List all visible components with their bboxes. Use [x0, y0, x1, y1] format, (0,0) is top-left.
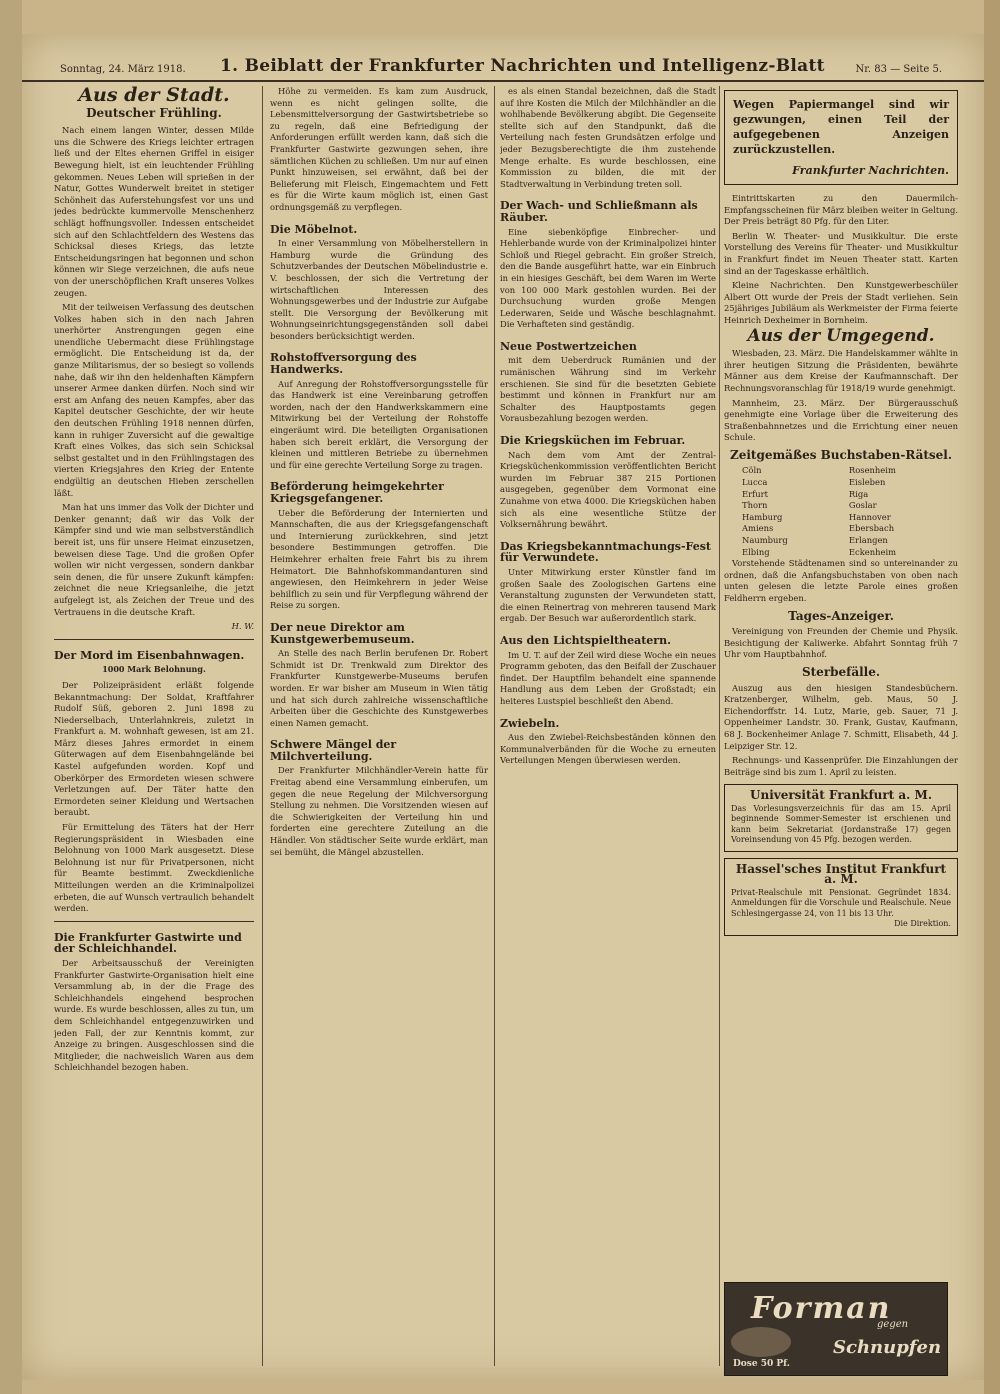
- list-item: Elbing: [742, 546, 770, 557]
- column-2: [270, 86, 488, 1376]
- article-paragraph: Ueber die Beförderung der Internierten und Mannschaften, die aus der Kriegsgefangenschaft und Internierung zurückkehren, sind jetzt besondere Bestimmungen getroffen. Die Heimkehrer erhalten freie Fahrt bis zu ihrem Heimatort. Die Bahnhofskommandanturen sind angewiesen, den Heimkehrern in jeder Weise behilflich zu sein und für Verpflegung während der Reise zu sorgen.: [270, 507, 488, 611]
- article-title: Schwere Mängel der Milchverteilung.: [270, 738, 397, 763]
- article-paragraph: Man hat uns immer das Volk der Dichter und Denker genannt; daß wir das Volk der Kämpfer sind und wie man selbstverständlich bereit ist, uns für unsere Heimat einzusetzen, beweisen diese Tage. Und die großen Opfer wollen wir nicht vergessen, sondern dankbar sein denen, die für unsere Zukunft kämpfen: zeichnet die neue Kriegsanleihe, die jetzt aufgelegt ist, als Zeichen der Treue und des Vertrauens in die deutsche Kraft.: [54, 502, 254, 617]
- article-paragraph: Für Ermittelung des Täters hat der Herr Regierungspräsident in Wiesbaden eine Belohnung von 1000 Mark ausgesetzt. Diese Belohnung ist nur für Privatpersonen, nicht für Beamte bestimmt. Zweckdienliche Mitteilungen werden an die Kriminalpolizei erbeten, die auf Wunsch vertraulich behandelt werden.: [54, 822, 254, 914]
- list-item: Lucca: [742, 477, 768, 488]
- list-item: Hannover: [848, 511, 891, 522]
- list-item: Naumburg: [742, 535, 788, 546]
- sterbefaelle-heading: Sterbefälle.: [801, 664, 881, 679]
- section-heading: Aus der Stadt.: [78, 86, 230, 106]
- article-paragraph: Nach einem langen Winter, dessen Milde uns die Schwere des Kriegs leichter ertragen ließ und der Eltes ehernen Griffel in eisiger Bewegung hielt, ist ein leuchtender Frühling gekommen. Neues Leben will sprießen in der Natur, Gottes Wunderwelt breitet in stetiger Schönheit das Auferstehungsfest vor uns und jedes bedrückte kummervolle Menschenherz schlägt hoffnungsvoller. Indessen entscheidet sich auf den Schlachtfeldern des Westens das Schicksal dieses Kriegs, das letzte Entscheidungsringen hat begonnen und schon können wir Siege verzeichnen, die aufs neue von der unerschöpflichen Kraft unseres Volkes zeugen.: [54, 125, 254, 298]
- column-rule: [262, 86, 263, 1366]
- list-item: Erlangen: [848, 535, 888, 546]
- masthead: [22, 34, 984, 82]
- institute-ad: [724, 858, 958, 936]
- article-paragraph: Rechnungs- und Kassenprüfer. Die Einzahlungen der Beiträge sind bis zum 1. April zu leisten.: [724, 755, 958, 777]
- forman-ad: [724, 1282, 948, 1376]
- article-paragraph: Vereinigung von Freunden der Chemie und Physik. Besichtigung der Kaliwerke. Abfahrt Sonntag früh 7 Uhr vom Hauptbahnhof.: [724, 626, 958, 660]
- article-paragraph: Der Arbeitsausschuß der Vereinigten Frankfurter Gastwirte-Organisation hielt eine Versammlung ab, in der die Frage des Schleichhandels eingehend besprochen wurde. Es wurde beschlossen, alles zu tun, um dem Schleichhandel entgegenzuwirken und jeden Fall, der zur Kenntnis kommt, zur Anzeige zu bringen. Ausgeschlossen sind die Mitglieder, die nachweislich Waren aus dem Schleichhandel bezogen haben.: [54, 957, 254, 1073]
- list-item: Goslar: [848, 500, 877, 511]
- divider: [54, 921, 254, 922]
- article-paragraph: Auszug aus den hiesigen Standesbüchern. Kratzenberger, Wilhelm, geb. Maus, 50 J. Eichendorffstr. 14. Lutz, Marie, geb. Sauer, 71 J. Oppenheimer Landstr. 30. Frank, Gustav, Kaufmann, 68 J. Bockenheimer Anlage 7. Schmitt, Elisabeth, 44 J. Leipziger Str. 12.: [724, 682, 958, 751]
- article-title: Zwiebeln.: [500, 716, 560, 730]
- column-rule: [719, 86, 720, 1366]
- article-signature: H. W.: [231, 621, 254, 632]
- article-title: Deutscher Frühling.: [86, 105, 222, 120]
- article-title: Das Kriegsbekanntmachungs-Fest für Verwundete.: [500, 539, 712, 565]
- notice-signature: Frankfurter Nachrichten.: [792, 164, 949, 177]
- puzzle-list-b: [849, 465, 940, 558]
- article-title: Die Frankfurter Gastwirte und der Schleichhandel.: [54, 930, 242, 956]
- article-paragraph: Wiesbaden, 23. März. Die Handelskammer wählte in ihrer heutigen Sitzung die Präsidenten, bewährte Männer aus dem Kreise der Kaufmannschaft. Der Rechnungsvoranschlag für 1918/19 wurde genehmigt.: [724, 348, 958, 393]
- article-subtitle: 1000 Mark Belohnung.: [102, 664, 206, 675]
- article-paragraph: Eine siebenköpfige Einbrecher- und Hehlerbande wurde von der Kriminalpolizei hinter Schloß und Riegel gebracht. Ein großer Streich, den die Bande ausgeführt hatte, war ein Einbruch in ein hiesiges Geschäft, bei dem Waren im Werte von 100 000 Mark gestohlen wurden. Bei der Durchsuchung wurden große Mengen Lederwaren, Seide und Wäsche beschlagnahmt. Die Verhafteten sind geständig.: [500, 226, 716, 330]
- column-4: [724, 86, 958, 1276]
- article-paragraph: Eintrittskarten zu den Dauermilch-Empfangsscheinen für März bleiben weiter in Geltung. Der Preis beträgt 80 Pfg. für den Liter.: [724, 193, 958, 227]
- forman-gegen: gegen: [877, 1319, 909, 1330]
- article-paragraph: Auf Anregung der Rohstoffversorgungsstelle für das Handwerk ist eine Vereinbarung getroffen worden, nach der den Handwerkskammern eine Mitwirkung bei der Verteilung der Rohstoffe eingeräumt wird. Die beteiligten Organisationen haben sich bereit erklärt, die Versorgung der kleinen und mittleren Betriebe zu übernehmen und für eine gerechte Verteilung Sorge zu tragen.: [270, 378, 488, 470]
- forman-schnupfen: Schnupfen: [833, 1337, 942, 1358]
- list-item: Hamburg: [742, 511, 783, 522]
- article-paragraph: An Stelle des nach Berlin berufenen Dr. Robert Schmidt ist Dr. Trenkwald zum Direktor des Frankfurter Kunstgewerbe-Museums berufen worden. Er war bisher am Museum in Wien tätig und hat sich durch zahlreiche wissenschaftliche Arbeiten über die Geschichte des Kunstgewerbes einen Namen gemacht.: [270, 648, 488, 728]
- masthead-title: 1. Beiblatt der Frankfurter Nachrichten und Intelligenz-Blatt: [220, 56, 825, 76]
- article-paragraph: es als einen Standal bezeichnen, daß die Stadt auf ihre Kosten die Milch der Milchhändler an die wohlhabende Bevölkerung abgibt. Die Gegenseite stellte sich auf den Standpunkt, daß die Verteilung nach festen Grundsätzen erfolge und jeder Bezugsberechtigte die ihm zustehende Menge erhalte. Es wurde beschlossen, eine Kommission zu bilden, die mit der Stadtverwaltung in Verbindung treten soll.: [500, 86, 716, 189]
- list-item: Rosenheim: [848, 465, 896, 476]
- tages-anzeiger-heading: Tages-Anzeiger.: [788, 608, 894, 623]
- ad-text: Das Vorlesungsverzeichnis für das am 15. April beginnende Sommer-Semester ist erschienen und kann beim Sekretariat (Jordanstraße 17) gegen Voreinsendung von 45 Pfg. bezogen werden.: [731, 803, 951, 845]
- article-paragraph: Der Polizeipräsident erläßt folgende Bekanntmachung: Der Soldat, Kraftfahrer Rudolf Süß, geboren 2. Juni 1898 zu Niederselbach, Unterlahnkreis, zuletzt in Frankfurt a. M. wohnhaft gewesen, ist am 21. März dieses Jahres ermordet in einem Güterwagen auf dem Eisenbahngelände bei Kastel aufgefunden worden. Kopf und Oberkörper des Ermordeten wiesen schwere Verletzungen auf. Der Täter hatte den Ermordeten seiner Kleidung und Wertsachen beraubt.: [54, 679, 254, 818]
- article-title: Rohstoffversorgung des Handwerks.: [270, 351, 417, 377]
- article-paragraph: Höhe zu vermeiden. Es kam zum Ausdruck, wenn es nicht gelingen sollte, die Lebensmittelversorgung der Gastwirtsbetriebe so zu regeln, daß eine Befriedigung der Anforderungen erfüllt werden kann, daß sich die Frankfurter Gastwirte gezwungen sehen, ihre sämtlichen Küchen zu schließen. Um nur auf einen Punkt hinzuweisen, sei erwähnt, daß bei der Belieferung mit Fleisch, Eingemachtem und Fett es für die Wirte kaum möglich ist, einen Gast ordnungsgemäß zu verpflegen.: [270, 86, 488, 212]
- article-title: Der Wach- und Schließmann als Räuber.: [500, 199, 698, 224]
- scan-right-edge: [984, 0, 1000, 1394]
- article-title: Der Mord im Eisenbahnwagen.: [54, 648, 245, 662]
- article-paragraph: Kleine Nachrichten. Den Kunstgewerbeschüler Albert Ott wurde der Preis der Stadt verliehen. Sein 25jähriges Jubiläum als Werkmeister der Firma feierte Heinrich Dexheimer in Bornheim.: [724, 280, 958, 325]
- divider: [54, 639, 254, 640]
- puzzle-title: Zeitgemäßes Buchstaben-Rätsel.: [729, 447, 953, 462]
- list-item: Eckenheim: [848, 546, 897, 557]
- article-title: Die Möbelnot.: [270, 222, 358, 236]
- list-item: Amiens: [742, 523, 774, 534]
- scan-left-edge: [0, 0, 22, 1394]
- ad-face-illustration: [731, 1327, 791, 1357]
- article-title: Neue Postwertzeichen: [500, 339, 637, 353]
- article-paragraph: Berlin W. Theater- und Musikkultur. Die erste Vorstellung des Vereins für Theater- und Musikkultur in Frankfurt findet im Neuen Theater statt. Karten sind an der Tageskasse erhältlich.: [724, 230, 958, 276]
- paper-shortage-notice: [724, 90, 958, 185]
- masthead-page-number: Nr. 83 — Seite 5.: [855, 64, 942, 75]
- notice-text: Wegen Papiermangel sind wir gezwungen, einen Teil der aufgegebenen Anzeigen zurückzustellen.: [733, 98, 949, 156]
- article-paragraph: mit dem Ueberdruck Rumänien und der rumänischen Währung sind im Verkehr erschienen. Sie sind für die besetzten Gebiete bestimmt und können in Frankfurt nur am Schalter des Hauptpostamts gegen Vorausbezahlung bezogen werden.: [500, 355, 716, 424]
- article-paragraph: Der Frankfurter Milchhändler-Verein hatte für Freitag abend eine Versammlung einberufen, um gegen die neue Regelung der Milchversorgung Stellung zu nehmen. Die Vorsitzenden wiesen auf die Schwierigkeiten der Verteilung hin und forderten eine gerechtere Zuteilung an die Händler. Von städtischer Seite wurde erklärt, man sei bemüht, die Mängel abzustellen.: [270, 765, 488, 857]
- article-paragraph: Mit der teilweisen Verfassung des deutschen Volkes haben sich in den nach Jahren unerhörter Anstrengungen gegen eine unendliche Uebermacht diese Frühlingstage ermöglicht. Die Entscheidung ist da, der ganze Militarismus, der so besiegt so vollends nahe, daß wir ihn den heldenhaften Kämpfern unserer Armee danken dürfen. Noch sind wir erst am Anfang des neuen Kampfes, aber das Kapitel deutscher Geschichte, der wir heute den deutschen Frühling 1918 nennen dürfen, kann in ruhiger Zuversicht auf die gewaltige Kraft eines Volkes, das sich sein Schicksal selbst gestaltet und in den Frühlingstagen des vierten Kriegsjahres den Krieg der Entente endgültig an deutschen Hieben zerschellen läßt.: [54, 302, 254, 498]
- ad-title: Hassel'sches Institut Frankfurt a. M.: [735, 861, 947, 887]
- university-ad: [724, 784, 958, 852]
- article-title: Beförderung heimgekehrter Kriegsgefangener.: [270, 480, 444, 505]
- article-paragraph: Nach dem vom Amt der Zentral-Kriegsküchenkommission veröffentlichten Bericht wurden im Februar 387 215 Portionen ausgegeben, gegenüber dem Vormonat eine Zunahme von etwa 4000. Die Kriegsküchen haben sich als eine wesentliche Stütze der Volksernährung bewährt.: [500, 449, 716, 530]
- article-paragraph: Vorstehende Städtenamen sind so untereinander zu ordnen, daß die Anfangsbuchstaben von oben nach unten gelesen die letzte Parole eines großen Feldherrn ergeben.: [724, 558, 958, 603]
- list-item: Erfurt: [742, 488, 768, 499]
- section-heading: Aus der Umgegend.: [747, 325, 935, 346]
- list-item: Ebersbach: [848, 523, 895, 534]
- puzzle-list-a: [742, 465, 833, 558]
- list-item: Riga: [848, 488, 869, 499]
- article-title: Die Kriegsküchen im Februar.: [500, 434, 686, 448]
- article-paragraph: Im U. T. auf der Zeil wird diese Woche ein neues Programm geboten, das den Beifall der Zuschauer findet. Der Hauptfilm behandelt eine spannende Handlung aus dem Leben der Großstadt; ein heiteres Lustspiel beschließt den Abend.: [500, 649, 716, 706]
- article-paragraph: In einer Versammlung von Möbelherstellern in Hamburg wurde die Gründung des Schutzverbandes der Deutschen Möbelindustrie e. V. beschlossen, der sich die Vertretung der wirtschaftlichen Interessen des Wohnungsgewerbes und der Industrie zur Aufgabe stellt. Die Versorgung der Bevölkerung mit Wohnungseinrichtungsgegenständen soll dabei besonders berücksichtigt werden.: [270, 238, 488, 341]
- ad-title: Universität Frankfurt a. M.: [750, 788, 932, 803]
- article-title: Der neue Direktor am Kunstgewerbemuseum.: [270, 620, 415, 646]
- article-paragraph: Mannheim, 23. März. Der Bürgerausschuß genehmigte eine Vorlage über die Erweiterung des Straßenbahnnetzes und die Errichtung einer neuen Schule.: [724, 397, 958, 443]
- article-paragraph: Aus den Zwiebel-Reichsbeständen können den Kommunalverbänden für die Woche zu erneuten Verteilungen Mengen überwiesen werden.: [500, 732, 716, 766]
- ad-signature: Die Direktion.: [894, 919, 951, 929]
- column-1: [54, 86, 254, 1376]
- list-item: Thorn: [742, 500, 768, 511]
- ad-text: Privat-Realschule mit Pensionat. Gegründet 1834. Anmeldungen für die Vorschule und Realschule. Neue Schlesingergasse 24, von 11 bis 13 Uhr.: [731, 887, 951, 918]
- column-rule: [494, 86, 495, 1366]
- list-item: Eisleben: [848, 477, 886, 488]
- forman-price: Dose 50 Pf.: [733, 1359, 790, 1369]
- forman-brand: Forman: [751, 1291, 892, 1326]
- puzzle-list: [724, 465, 958, 558]
- masthead-date: Sonntag, 24. März 1918.: [60, 64, 186, 75]
- article-title: Aus den Lichtspieltheatern.: [500, 633, 671, 647]
- column-3: [500, 86, 716, 1376]
- list-item: Cöln: [742, 465, 762, 476]
- article-paragraph: Unter Mitwirkung erster Künstler fand im großen Saale des Zoologischen Gartens eine Veranstaltung zugunsten der Verwundeten statt, die einen Reinertrag von mehreren tausend Mark ergab. Der Besuch war außerordentlich stark.: [500, 566, 716, 624]
- newspaper-page: [22, 34, 984, 1380]
